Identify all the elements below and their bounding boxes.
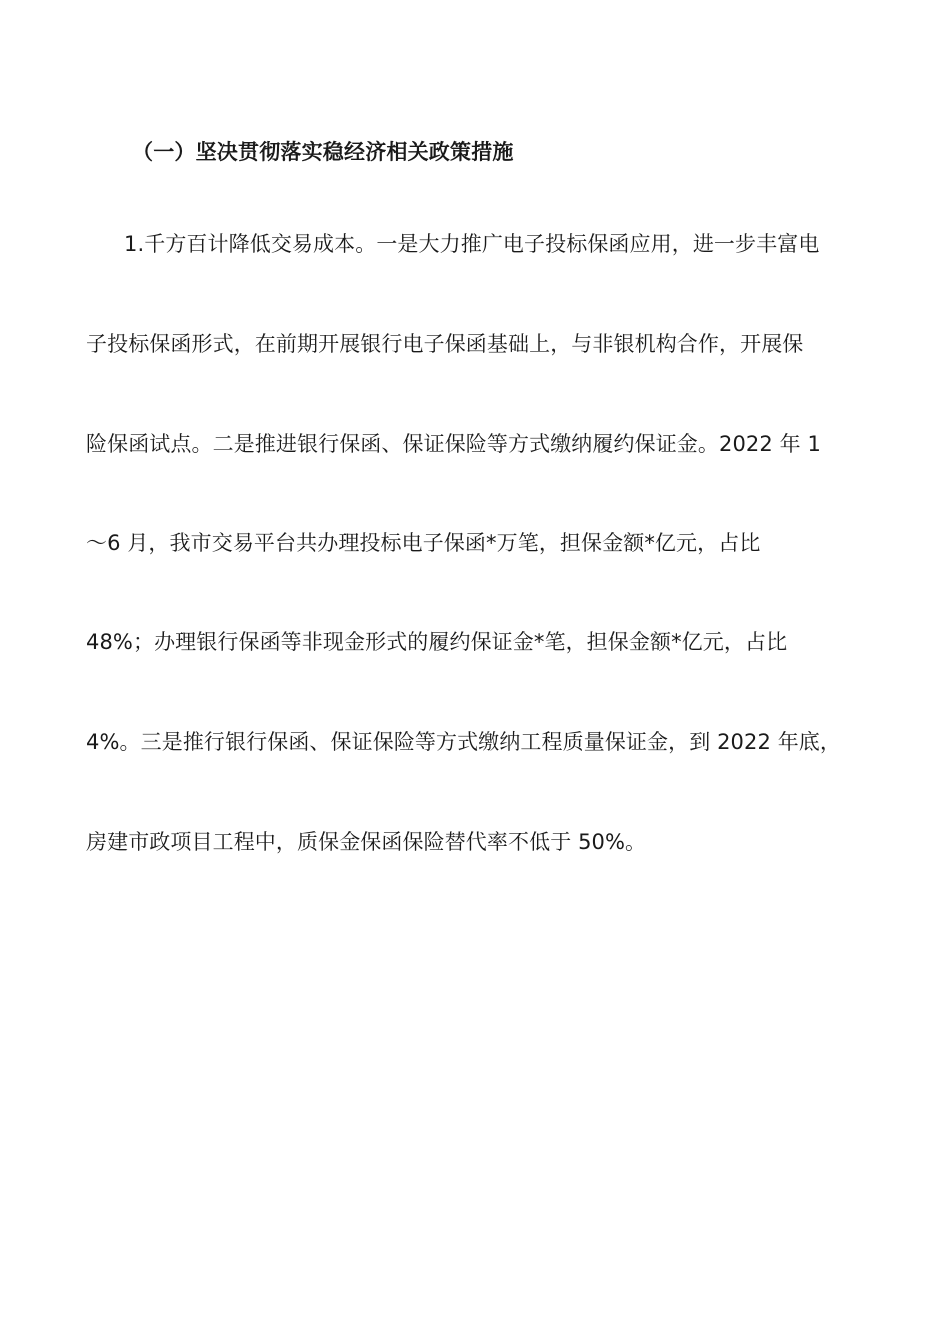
paragraph-line-4: ～6 月，我市交易平台共办理投标电子保函*万笔，担保金额*亿元，占比 <box>86 531 761 555</box>
section-heading: （一）坚决贯彻落实稳经济相关政策措施 <box>132 140 514 164</box>
paragraph-line-1: 1.千方百计降低交易成本。一是大力推广电子投标保函应用，进一步丰富电 <box>124 232 820 256</box>
paragraph-line-5: 48%；办理银行保函等非现金形式的履约保证金*笔，担保金额*亿元，占比 <box>86 630 788 654</box>
paragraph-line-6: 4%。三是推行银行保函、保证保险等方式缴纳工程质量保证金，到 2022 年底， <box>86 730 842 754</box>
paragraph-line-7: 房建市政项目工程中，质保金保函保险替代率不低于 50%。 <box>86 830 647 854</box>
paragraph-line-3: 险保函试点。二是推进银行保函、保证保险等方式缴纳履约保证金。2022 年 1 <box>86 432 821 456</box>
paragraph-line-2: 子投标保函形式，在前期开展银行电子保函基础上，与非银机构合作，开展保 <box>86 332 804 356</box>
